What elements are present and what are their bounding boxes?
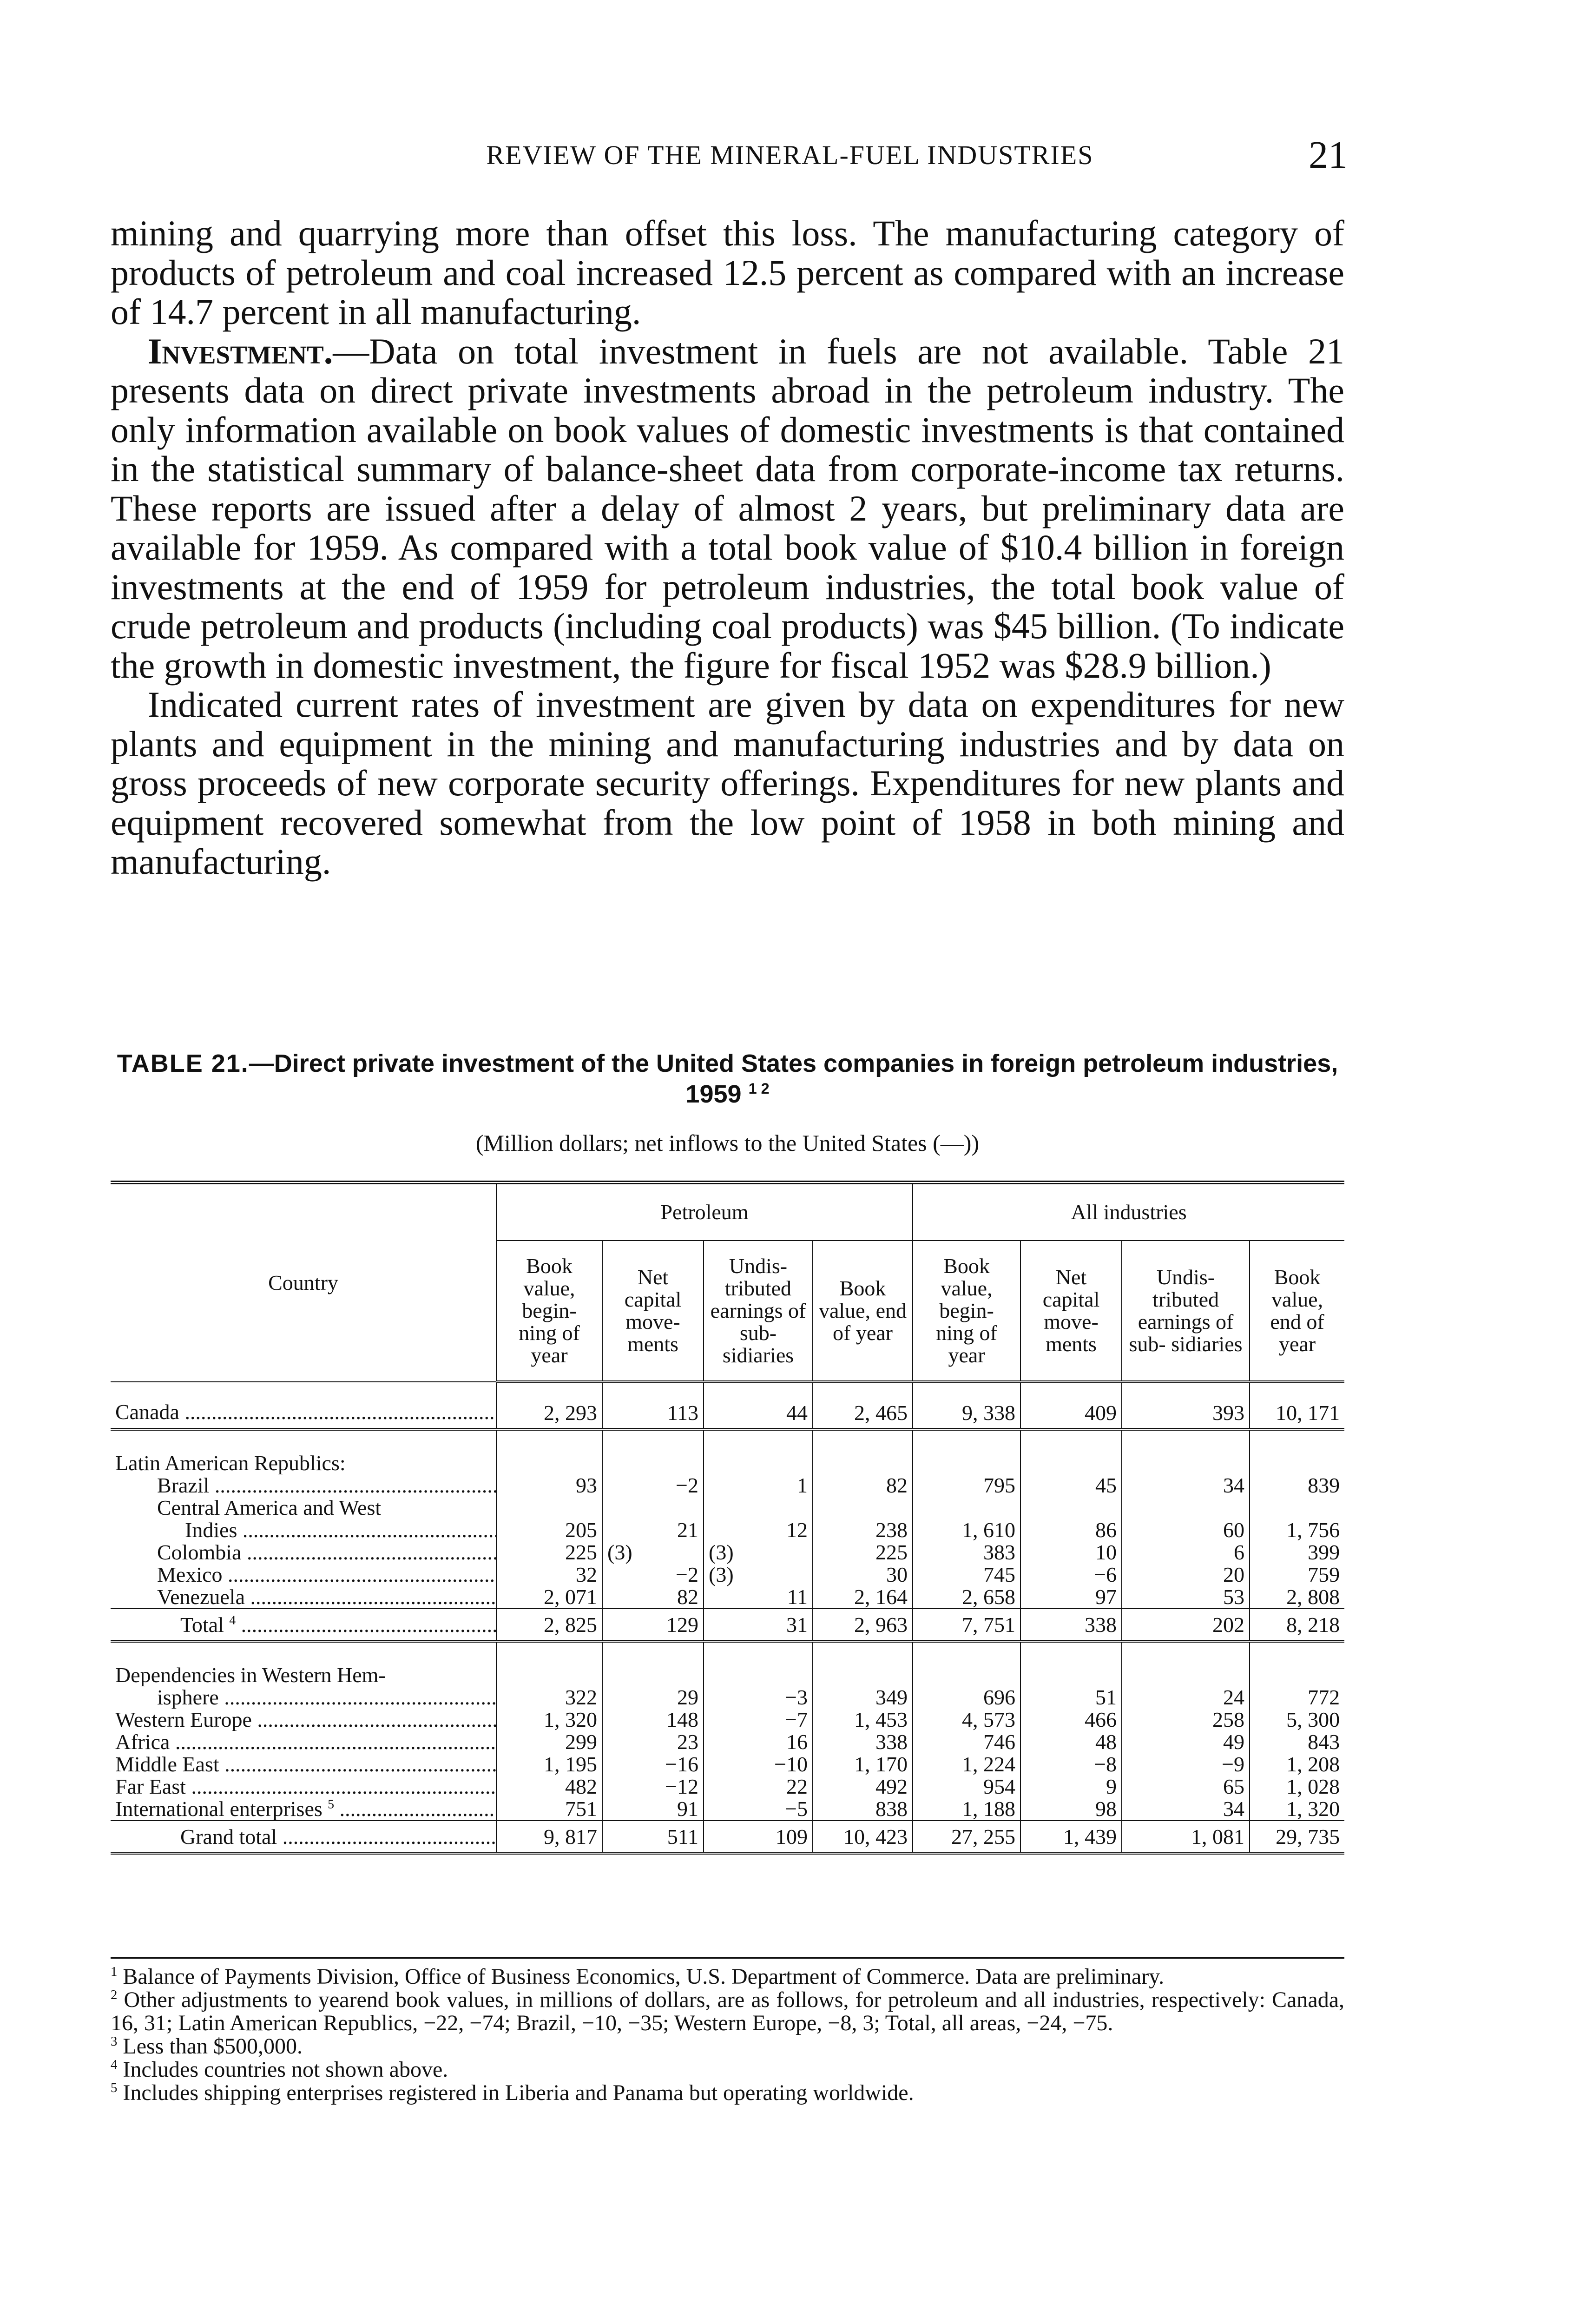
cell: 4, 573: [913, 1709, 1020, 1731]
cell: 338: [813, 1731, 913, 1753]
cell: 2, 808: [1250, 1586, 1344, 1609]
cell: 30: [813, 1564, 913, 1586]
footnotes: [111, 1957, 1344, 2105]
row-label: Dependencies in Western Hem-: [115, 1664, 386, 1686]
cell: 349: [813, 1686, 913, 1709]
column-header-country: Country: [111, 1182, 496, 1382]
cell: 9, 817: [496, 1821, 602, 1853]
table-row: [111, 1382, 1344, 1429]
cell: 9, 338: [913, 1382, 1020, 1429]
column-header: Undis- tributed earnings of sub- sidiaries: [1122, 1241, 1250, 1382]
cell: 82: [813, 1474, 913, 1497]
data-table: [111, 1181, 1344, 1855]
row-label: Far East .....: [111, 1776, 496, 1798]
table-row: [111, 1753, 1344, 1776]
cell: 109: [704, 1821, 813, 1853]
group-header-petroleum: Petroleum: [496, 1182, 913, 1241]
table-row-grand-total: [111, 1821, 1344, 1853]
cell: −10: [704, 1753, 813, 1776]
cell: 759: [1250, 1564, 1344, 1586]
table-row: [111, 1776, 1344, 1798]
cell: 148: [602, 1709, 704, 1731]
cell: 954: [913, 1776, 1020, 1798]
cell: −9: [1122, 1753, 1250, 1776]
cell: 393: [1122, 1382, 1250, 1429]
cell: 32: [496, 1564, 602, 1586]
paragraph: mining and quarrying more than offset this loss. The manufacturing category of products of petroleum and coal increased 12.5 percent as compared with an increase of 14.7 percent in all manufacturing.: [111, 213, 1344, 332]
table-row-total: [111, 1609, 1344, 1641]
cell: 10, 171: [1250, 1382, 1344, 1429]
table-row: [111, 1709, 1344, 1731]
column-header: Undis- tributed earnings of sub- sidiaries: [704, 1241, 813, 1382]
table-title: [111, 1048, 1344, 1109]
row-label: Canada .....: [111, 1382, 496, 1429]
table-subtitle: (Million dollars; net inflows to the United States (—)): [475, 1130, 980, 1156]
cell: 1, 208: [1250, 1753, 1344, 1776]
footnote: $^4$ Includes countries not shown above.: [111, 2057, 448, 2082]
cell: 82: [602, 1586, 704, 1609]
cell: 399: [1250, 1541, 1344, 1564]
cell: −8: [1020, 1753, 1122, 1776]
column-header: Book value, begin- ning of year: [913, 1241, 1020, 1382]
cell: 2, 658: [913, 1586, 1020, 1609]
cell: 6: [1122, 1541, 1250, 1564]
cell: 1, 170: [813, 1753, 913, 1776]
cell: 1: [704, 1474, 813, 1497]
cell: 53: [1122, 1586, 1250, 1609]
cell: 2, 293: [496, 1382, 602, 1429]
cell: 322: [496, 1686, 602, 1709]
table-row: [111, 1686, 1344, 1709]
paragraph: Indicated current rates of investment are given by data on expenditures for new plants and equipment in the mining and manufacturing industries and by data on gross proceeds of new corporate security offerings. Expenditures for new plants and equipment recovered somewhat from the low point of 1958 in both mining and manufacturing.: [111, 684, 1344, 882]
cell: 838: [813, 1798, 913, 1821]
cell: 772: [1250, 1686, 1344, 1709]
row-label: Total $^4$ .....: [111, 1609, 496, 1641]
cell: 48: [1020, 1731, 1122, 1753]
table-row: [111, 1519, 1344, 1541]
running-header: REVIEW OF THE MINERAL-FUEL INDUSTRIES: [486, 140, 1094, 170]
cell: 29, 735: [1250, 1821, 1344, 1853]
cell: 238: [813, 1519, 913, 1541]
cell: 129: [602, 1609, 704, 1641]
cell: 1, 320: [1250, 1798, 1344, 1821]
paragraph-text: —Data on total investment in fuels are not available. Table 21 presents data on direct private investments abroad in the petroleum industry. The only information available on book values of domestic investments is that contained in the statistical summary of balance-sheet data from corporate-income tax returns. These reports are issued after a delay of almost 2 years, but preliminary data are available for 1959. As compared with a total book value of $10.4 billion in foreign investments at the end of 1959 for petroleum industries, the total book value of crude petroleum and products (including coal products) was $45 billion. (To indicate the growth in domestic investment, the figure for fiscal 1952 was $28.9 billion.): [111, 330, 1344, 686]
cell: 1, 453: [813, 1709, 913, 1731]
cell: 44: [704, 1382, 813, 1429]
cell: (3): [602, 1541, 704, 1564]
cell: 466: [1020, 1709, 1122, 1731]
cell: −6: [1020, 1564, 1122, 1586]
page-number: 21: [1309, 133, 1348, 177]
cell: 45: [1020, 1474, 1122, 1497]
cell: 22: [704, 1776, 813, 1798]
table-row: [111, 1564, 1344, 1586]
cell: 492: [813, 1776, 913, 1798]
column-header: Net capital move- ments: [602, 1241, 704, 1382]
cell: 27, 255: [913, 1821, 1020, 1853]
cell: 1, 081: [1122, 1821, 1250, 1853]
cell: −7: [704, 1709, 813, 1731]
cell: −16: [602, 1753, 704, 1776]
table-row: [111, 1541, 1344, 1564]
cell: 21: [602, 1519, 704, 1541]
cell: 696: [913, 1686, 1020, 1709]
cell: 97: [1020, 1586, 1122, 1609]
cell: (3): [704, 1564, 813, 1586]
cell: 1, 610: [913, 1519, 1020, 1541]
table-row: [111, 1452, 1344, 1474]
cell: 205: [496, 1519, 602, 1541]
cell: 225: [496, 1541, 602, 1564]
cell: 2, 465: [813, 1382, 913, 1429]
paragraph: [111, 332, 1344, 686]
cell: 7, 751: [913, 1609, 1020, 1641]
row-label: Indies .....: [111, 1519, 496, 1541]
cell: 2, 825: [496, 1609, 602, 1641]
cell: 1, 439: [1020, 1821, 1122, 1853]
row-label: Colombia .....: [111, 1541, 496, 1564]
row-label: Central America and West: [157, 1497, 382, 1519]
cell: 1, 195: [496, 1753, 602, 1776]
table-row: [111, 1586, 1344, 1609]
cell: 8, 218: [1250, 1609, 1344, 1641]
body-text: [111, 214, 1344, 882]
footnote: $^5$ Includes shipping enterprises registered in Liberia and Panama but operating worldwide.: [111, 2080, 914, 2105]
cell: 338: [1020, 1609, 1122, 1641]
cell: −5: [704, 1798, 813, 1821]
cell: 65: [1122, 1776, 1250, 1798]
paragraph-heading: Investment.: [148, 330, 333, 371]
cell: 34: [1122, 1474, 1250, 1497]
footnote: $^1$ Balance of Payments Division, Office of Business Economics, U.S. Department of Commerce. Data are preliminary.: [111, 1964, 1165, 1989]
table-row: [111, 1497, 1344, 1519]
row-label: Mexico .....: [111, 1564, 496, 1586]
cell: 1, 224: [913, 1753, 1020, 1776]
cell: 51: [1020, 1686, 1122, 1709]
table-row: [111, 1798, 1344, 1821]
cell: 60: [1122, 1519, 1250, 1541]
cell: 2, 963: [813, 1609, 913, 1641]
cell: 113: [602, 1382, 704, 1429]
cell: 16: [704, 1731, 813, 1753]
cell: 511: [602, 1821, 704, 1853]
cell: 1, 320: [496, 1709, 602, 1731]
cell: 49: [1122, 1731, 1250, 1753]
cell: 12: [704, 1519, 813, 1541]
cell: 11: [704, 1586, 813, 1609]
cell: 225: [813, 1541, 913, 1564]
cell: 1, 028: [1250, 1776, 1344, 1798]
table-label: TABLE 21.: [117, 1050, 249, 1077]
cell: 843: [1250, 1731, 1344, 1753]
cell: 91: [602, 1798, 704, 1821]
table-title-text: —Direct private investment of the United States companies in foreign petroleum industries, 1959: [249, 1050, 1338, 1108]
cell: 10, 423: [813, 1821, 913, 1853]
cell: 258: [1122, 1709, 1250, 1731]
row-label: Latin American Republics:: [115, 1452, 346, 1474]
cell: 86: [1020, 1519, 1122, 1541]
column-header: Book value, end of year: [1250, 1241, 1344, 1382]
cell: −2: [602, 1474, 704, 1497]
column-header: Net capital move- ments: [1020, 1241, 1122, 1382]
cell: 745: [913, 1564, 1020, 1586]
cell: −2: [602, 1564, 704, 1586]
cell: 299: [496, 1731, 602, 1753]
row-label: International enterprises $^5$ .....: [111, 1798, 496, 1821]
cell: 10: [1020, 1541, 1122, 1564]
group-header-all-industries: All industries: [913, 1182, 1344, 1241]
cell: 1, 188: [913, 1798, 1020, 1821]
cell: (3): [704, 1541, 813, 1564]
row-label: Africa .....: [111, 1731, 496, 1753]
cell: 839: [1250, 1474, 1344, 1497]
table-row: [111, 1664, 1344, 1686]
row-label: Grand total .....: [111, 1821, 496, 1853]
table-row: [111, 1474, 1344, 1497]
column-header: Book value, begin- ning of year: [496, 1241, 602, 1382]
cell: −12: [602, 1776, 704, 1798]
cell: 24: [1122, 1686, 1250, 1709]
cell: 202: [1122, 1609, 1250, 1641]
cell: 34: [1122, 1798, 1250, 1821]
data-table-wrapper: [111, 1181, 1344, 1855]
cell: 98: [1020, 1798, 1122, 1821]
row-label: Venezuela .....: [111, 1586, 496, 1609]
column-header: Book value, end of year: [813, 1241, 913, 1382]
cell: 31: [704, 1609, 813, 1641]
cell: 2, 071: [496, 1586, 602, 1609]
cell: 93: [496, 1474, 602, 1497]
cell: 795: [913, 1474, 1020, 1497]
cell: 1, 756: [1250, 1519, 1344, 1541]
row-label: isphere .....: [111, 1686, 496, 1709]
footnote-ref: 1 2: [748, 1080, 770, 1097]
cell: −3: [704, 1686, 813, 1709]
footnote: $^3$ Less than $500,000.: [111, 2034, 303, 2059]
cell: 482: [496, 1776, 602, 1798]
cell: 2, 164: [813, 1586, 913, 1609]
cell: 29: [602, 1686, 704, 1709]
cell: 751: [496, 1798, 602, 1821]
row-label: Middle East .....: [111, 1753, 496, 1776]
table-row: [111, 1731, 1344, 1753]
cell: 746: [913, 1731, 1020, 1753]
row-label: Brazil .....: [111, 1474, 496, 1497]
cell: 23: [602, 1731, 704, 1753]
footnote: $^2$ Other adjustments to yearend book values, in millions of dollars, are as follows, for petroleum and all industries, respectively: Canada, 16, 31; Latin American Republics, −22, −74; Brazil, −10, −35; Western Europe, −8, 3; Total, all areas, −24, −75.: [111, 1987, 1345, 2035]
cell: 20: [1122, 1564, 1250, 1586]
row-label: Western Europe .....: [111, 1709, 496, 1731]
cell: 5, 300: [1250, 1709, 1344, 1731]
cell: 409: [1020, 1382, 1122, 1429]
cell: 383: [913, 1541, 1020, 1564]
cell: 9: [1020, 1776, 1122, 1798]
